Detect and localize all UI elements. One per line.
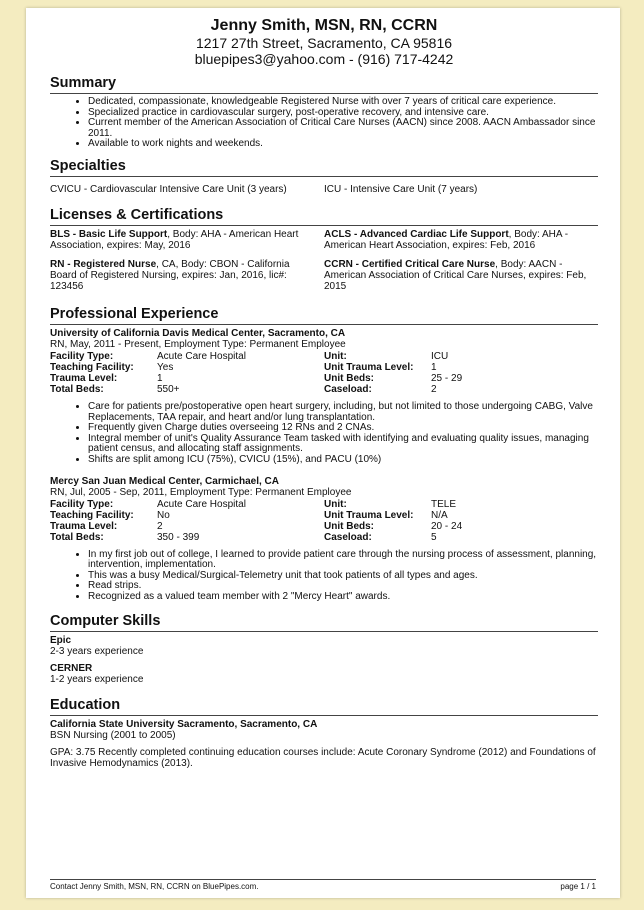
summary-section: [50, 75, 598, 150]
license-detail: , Body: AACN - American Association of Critical Care Nurses, expires: Feb, 2015: [324, 258, 587, 292]
fact-label: Facility Type:: [50, 498, 114, 510]
fact-label: Trauma Level:: [50, 372, 118, 384]
license-name: BLS - Basic Life Support: [50, 228, 168, 240]
license-item: [324, 259, 598, 292]
fact-label: Teaching Facility:: [50, 509, 134, 521]
license-detail: , Body: AHA - American Heart Association, expires: Feb, 2016: [324, 228, 569, 251]
candidate-name: Jenny Smith, MSN, RN, CCRN: [210, 17, 438, 34]
fact-label: Total Beds:: [50, 531, 104, 543]
job-facts: [50, 351, 598, 395]
job-employer: University of California Davis Medical Center, Sacramento, CA: [50, 327, 346, 339]
fact-value: 1: [431, 361, 437, 373]
resume-header: [50, 16, 598, 67]
footer-contact-text: Contact Jenny Smith, MSN, RN, CCRN on BluePipes.com.: [50, 882, 259, 891]
job-role: RN, Jul, 2005 - Sep, 2011, Employment Type: Permanent Employee: [50, 486, 352, 498]
specialty-item: ICU - Intensive Care Unit (7 years): [324, 183, 478, 195]
fact-value: ICU: [431, 350, 449, 362]
license-name: RN - Registered Nurse: [50, 258, 157, 270]
skill-detail: 2-3 years experience: [50, 645, 144, 657]
license-item: [50, 259, 324, 292]
license-detail: , CA, Body: CBON - California Board of Registered Nursing, expires: Jan, 2016, lic#: 123456: [50, 258, 290, 292]
skills-section: [50, 613, 598, 685]
fact-value: No: [157, 509, 170, 521]
job-bullet: • In my first job out of college, I learned to provide patient care through the nursing process of assessment, planning, intervention, implementation.: [88, 550, 598, 571]
page-footer: [50, 879, 596, 892]
fact-value: 5: [431, 531, 437, 543]
experience-section: [50, 306, 598, 603]
job-bullet: • Care for patients pre/postoperative open heart surgery, including, but not limited to those undergoing CABG, Valve Replacements, TAA repair, and heart and/or lung transplantation.: [88, 402, 598, 423]
summary-heading: Summary: [50, 75, 598, 94]
fact-label: Unit:: [324, 498, 347, 510]
job-facts: [50, 499, 598, 543]
fact-label: Total Beds:: [50, 383, 104, 395]
licenses-grid: [50, 229, 598, 300]
skill-item: [50, 635, 598, 657]
summary-item: • Specialized practice in cardiovascular surgery, post-operative recovery, and intensive care.: [88, 108, 598, 119]
specialty-item: CVICU - Cardiovascular Intensive Care Unit (3 years): [50, 183, 287, 195]
education-degree: BSN Nursing (2001 to 2005): [50, 729, 176, 741]
education-entry: [50, 719, 598, 769]
fact-label: Unit Beds:: [324, 372, 374, 384]
fact-label: Unit:: [324, 350, 347, 362]
skill-name: Epic: [50, 634, 72, 646]
fact-label: Trauma Level:: [50, 520, 118, 532]
fact-value: 1: [157, 372, 163, 384]
fact-label: Teaching Facility:: [50, 361, 134, 373]
skill-item: [50, 663, 598, 685]
job-employer: Mercy San Juan Medical Center, Carmichael, CA: [50, 475, 279, 487]
job-bullets: [50, 550, 598, 603]
resume-content: [50, 16, 598, 769]
fact-value: Acute Care Hospital: [157, 350, 246, 362]
license-item: [324, 229, 598, 251]
skills-heading: Computer Skills: [50, 613, 598, 632]
skill-name: CERNER: [50, 662, 93, 674]
job-bullet: • Integral member of unit's Quality Assurance Team tasked with identifying and evaluating quality issues, managing patient census, and allocating staff assignments.: [88, 434, 598, 455]
education-heading: Education: [50, 697, 598, 716]
fact-value: TELE: [431, 498, 457, 510]
education-section: [50, 697, 598, 769]
job-entry: [50, 476, 598, 603]
candidate-address: 1217 27th Street, Sacramento, CA 95816: [195, 35, 453, 51]
job-role: RN, May, 2011 - Present, Employment Type: Permanent Employee: [50, 338, 346, 350]
job-bullet: • Recognized as a valued team member with 2 "Mercy Heart" awards.: [88, 592, 598, 603]
job-entry: [50, 328, 598, 466]
license-name: ACLS - Advanced Cardiac Life Support: [324, 228, 509, 240]
specialties-heading: Specialties: [50, 158, 598, 177]
job-bullet: • Shifts are split among ICU (75%), CVICU (15%), and PACU (10%): [88, 455, 598, 466]
specialties-row: [50, 184, 598, 195]
summary-item: • Current member of the American Association of Critical Care Nurses (AACN) since 2008. AACN Ambassador since 2011.: [88, 118, 598, 139]
fact-label: Unit Trauma Level:: [324, 509, 414, 521]
license-name: CCRN - Certified Critical Care Nurse: [324, 258, 496, 270]
fact-value: Acute Care Hospital: [157, 498, 246, 510]
license-detail: , Body: AHA - American Heart Association, expires: May, 2016: [50, 228, 299, 251]
fact-value: 2: [157, 520, 163, 532]
education-gpa: GPA: 3.75 Recently completed continuing education courses include: Acute Coronary Syndrome (2012) and Foundations of Invasive Hemodynamics (2013).: [50, 746, 596, 769]
job-bullet: • This was a busy Medical/Surgical-Telemetry unit that took patients of all types and ages.: [88, 571, 598, 582]
experience-heading: Professional Experience: [50, 306, 598, 325]
summary-item: • Dedicated, compassionate, knowledgeable Registered Nurse with over 7 years of critical care experience.: [88, 97, 598, 108]
licenses-section: [50, 207, 598, 300]
fact-value: 20 - 24: [431, 520, 463, 532]
job-bullet: • Frequently given Charge duties overseeing 12 RNs and 2 CNAs.: [88, 423, 598, 434]
fact-value: Yes: [157, 361, 174, 373]
fact-value: 550+: [157, 383, 180, 395]
skill-detail: 1-2 years experience: [50, 673, 144, 685]
licenses-heading: Licenses & Certifications: [50, 207, 598, 226]
specialties-section: [50, 158, 598, 195]
fact-value: 25 - 29: [431, 372, 463, 384]
fact-value: 350 - 399: [157, 531, 200, 543]
education-school: California State University Sacramento, Sacramento, CA: [50, 718, 318, 730]
job-bullet: • Read strips.: [88, 581, 598, 592]
fact-label: Caseload:: [324, 531, 372, 543]
summary-list: [50, 97, 598, 150]
fact-value: N/A: [431, 509, 448, 521]
fact-label: Unit Trauma Level:: [324, 361, 414, 373]
page-number: page 1 / 1: [560, 882, 596, 891]
fact-label: Unit Beds:: [324, 520, 374, 532]
candidate-contact: bluepipes3@yahoo.com - (916) 717-4242: [194, 51, 454, 67]
fact-value: 2: [431, 383, 437, 395]
fact-label: Facility Type:: [50, 350, 114, 362]
job-bullets: [50, 402, 598, 466]
fact-label: Caseload:: [324, 383, 372, 395]
resume-page: [26, 8, 620, 898]
license-item: [50, 229, 324, 251]
summary-item: • Available to work nights and weekends.: [88, 139, 598, 150]
